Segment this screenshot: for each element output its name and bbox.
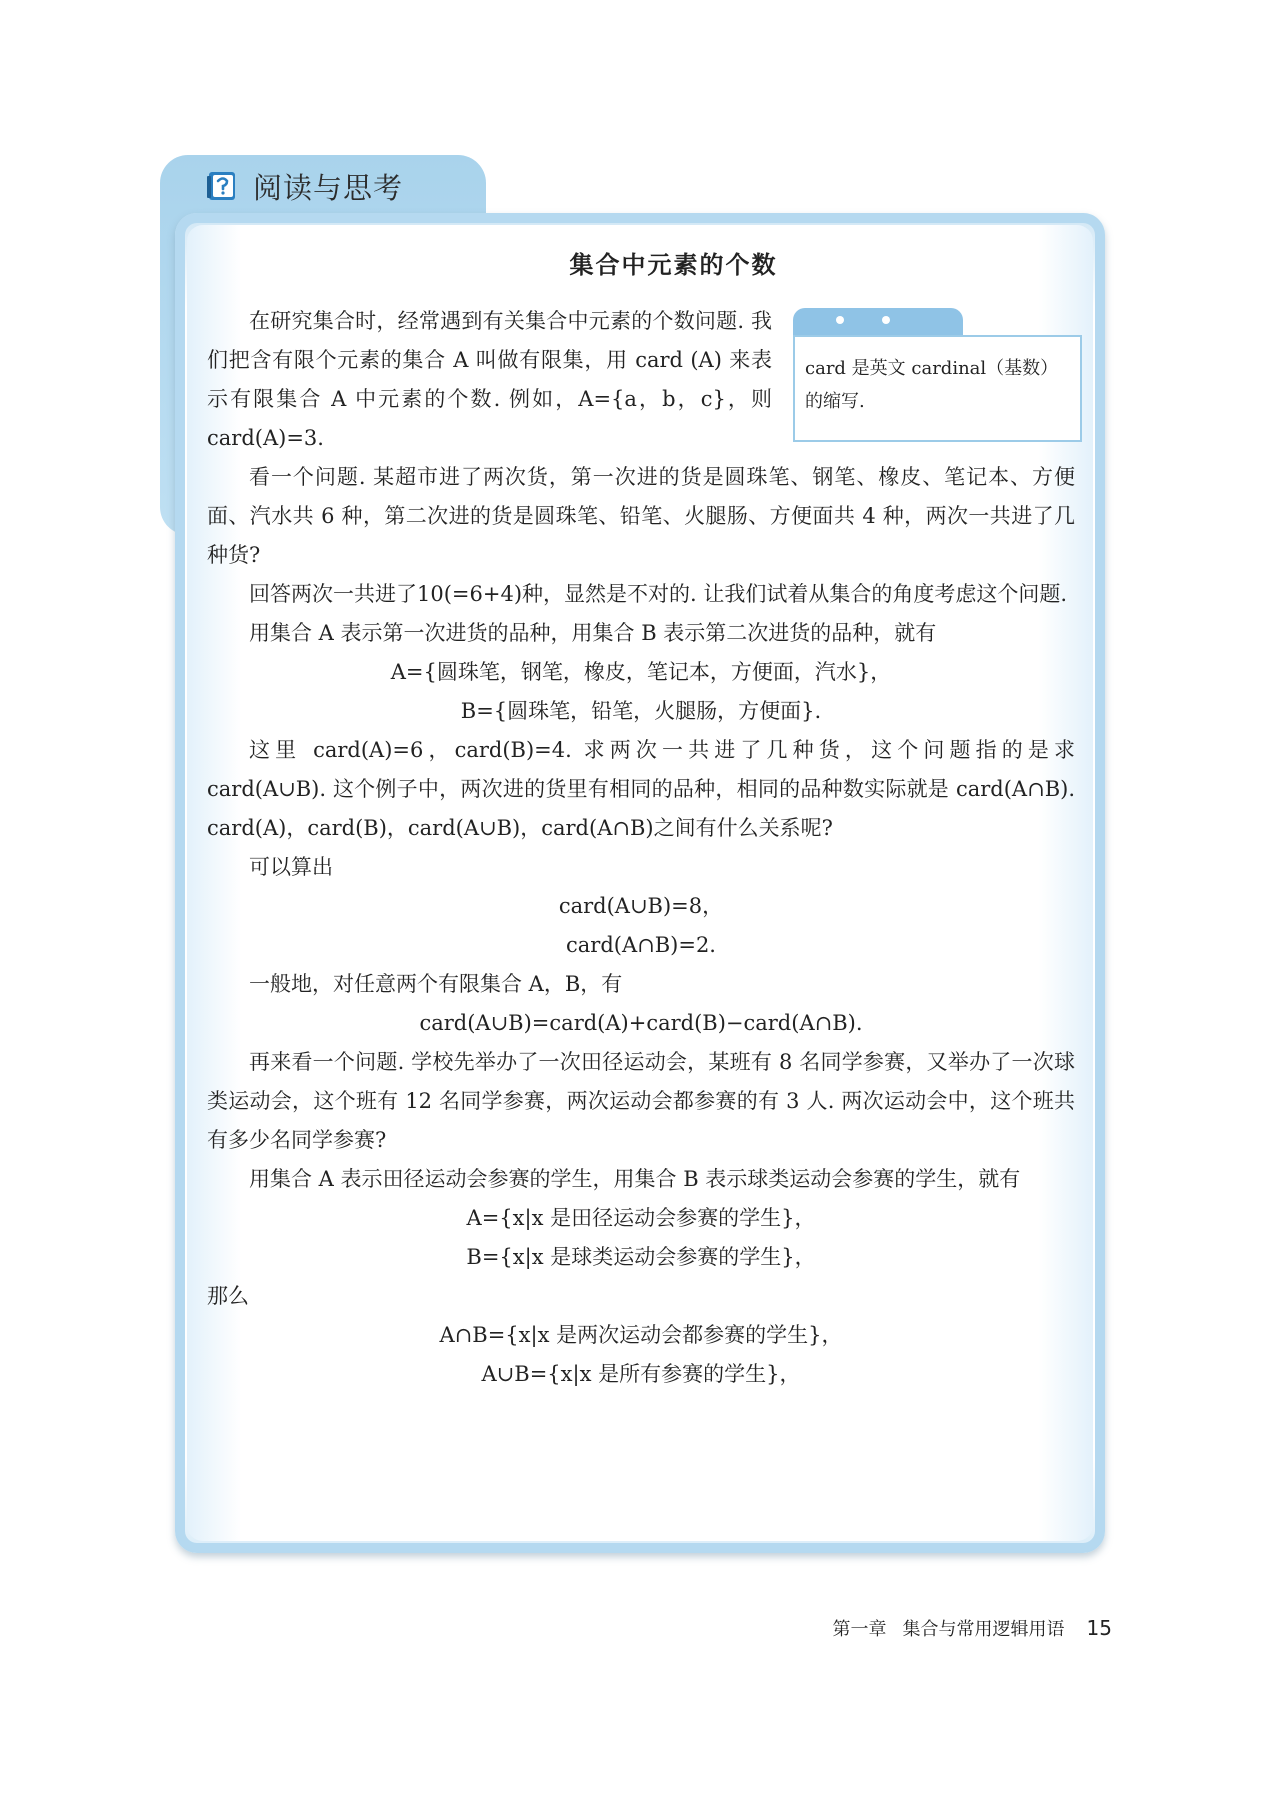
paragraph: 再来看一个问题. 学校先举办了一次田径运动会，某班有 8 名同学参赛，又举办了一次球类运动会，这个班有 12 名同学参赛，两次运动会都参赛的有 3 人. 两次运动会中，这个班共有多少名同学参赛? [207,1050,1075,1152]
paragraph: 在研究集合时，经常遇到有关集合中元素的个数问题. 我们把含有限个元素的集合 A 叫做有限集，用 card (A) 来表示有限集合 A 中元素的个数. 例如，A={a，b，c}，则 card(A)=3. [207,309,772,450]
section-title: 阅读与思考 [253,170,404,205]
paragraph: 看一个问题. 某超市进了两次货，第一次进的货是圆珠笔、钢笔、橡皮、笔记本、方便面、汽水共 6 种，第二次进的货是圆珠笔、铅笔、火腿肠、方便面共 4 种，两次一共进了几种货? [207,465,1075,567]
equation: A∩B={x|x 是两次运动会都参赛的学生}， [439,1323,843,1347]
equation: B={圆珠笔，铅笔，火腿肠，方便面}. [460,699,822,723]
paragraph: 回答两次一共进了10(=6+4)种，显然是不对的. 让我们试着从集合的角度考虑这个问题. [249,582,1068,606]
page-number: 15 [1086,1616,1112,1640]
equation: B={x|x 是球类运动会参赛的学生}， [466,1245,816,1269]
equation: card(A∪B)=card(A)+card(B)−card(A∩B). [419,1011,863,1035]
equation: A={圆珠笔，钢笔，橡皮，笔记本，方便面，汽水}， [390,660,892,684]
reading-book-icon [205,168,241,204]
chapter-title: 集合与常用逻辑用语 [902,1619,1065,1640]
paragraph: 这里 card(A)=6，card(B)=4. 求两次一共进了几种货，这个问题指的是求 card(A∪B). 这个例子中，两次进的货里有相同的品种，相同的品种数实际就是 card(A∩B). card(A)，card(B)，card(A∪B)，card(A∩B)之间有什么关系呢? [207,738,1075,840]
equation: A={x|x 是田径运动会参赛的学生}， [466,1206,816,1230]
equation: card(A∩B)=2. [566,933,716,957]
section-header [205,163,403,209]
article-body [207,302,1075,1394]
side-note-text: card 是英文 cardinal（基数）的缩写. [805,358,1059,412]
equation: A∪B={x|x 是所有参赛的学生}， [481,1362,801,1386]
chapter-number: 第一章 [832,1619,887,1640]
page-footer [833,1615,1112,1641]
equation: card(A∪B)=8， [558,894,724,918]
paragraph: 用集合 A 表示田径运动会参赛的学生，用集合 B 表示球类运动会参赛的学生，就有 [249,1167,1021,1191]
paragraph: 可以算出 [249,855,333,879]
article-title: 集合中元素的个数 [569,251,778,279]
paragraph: 用集合 A 表示第一次进货的品种，用集合 B 表示第二次进货的品种，就有 [249,621,937,645]
paragraph: 那么 [207,1284,249,1308]
paragraph: 一般地，对任意两个有限集合 A，B，有 [249,972,623,996]
